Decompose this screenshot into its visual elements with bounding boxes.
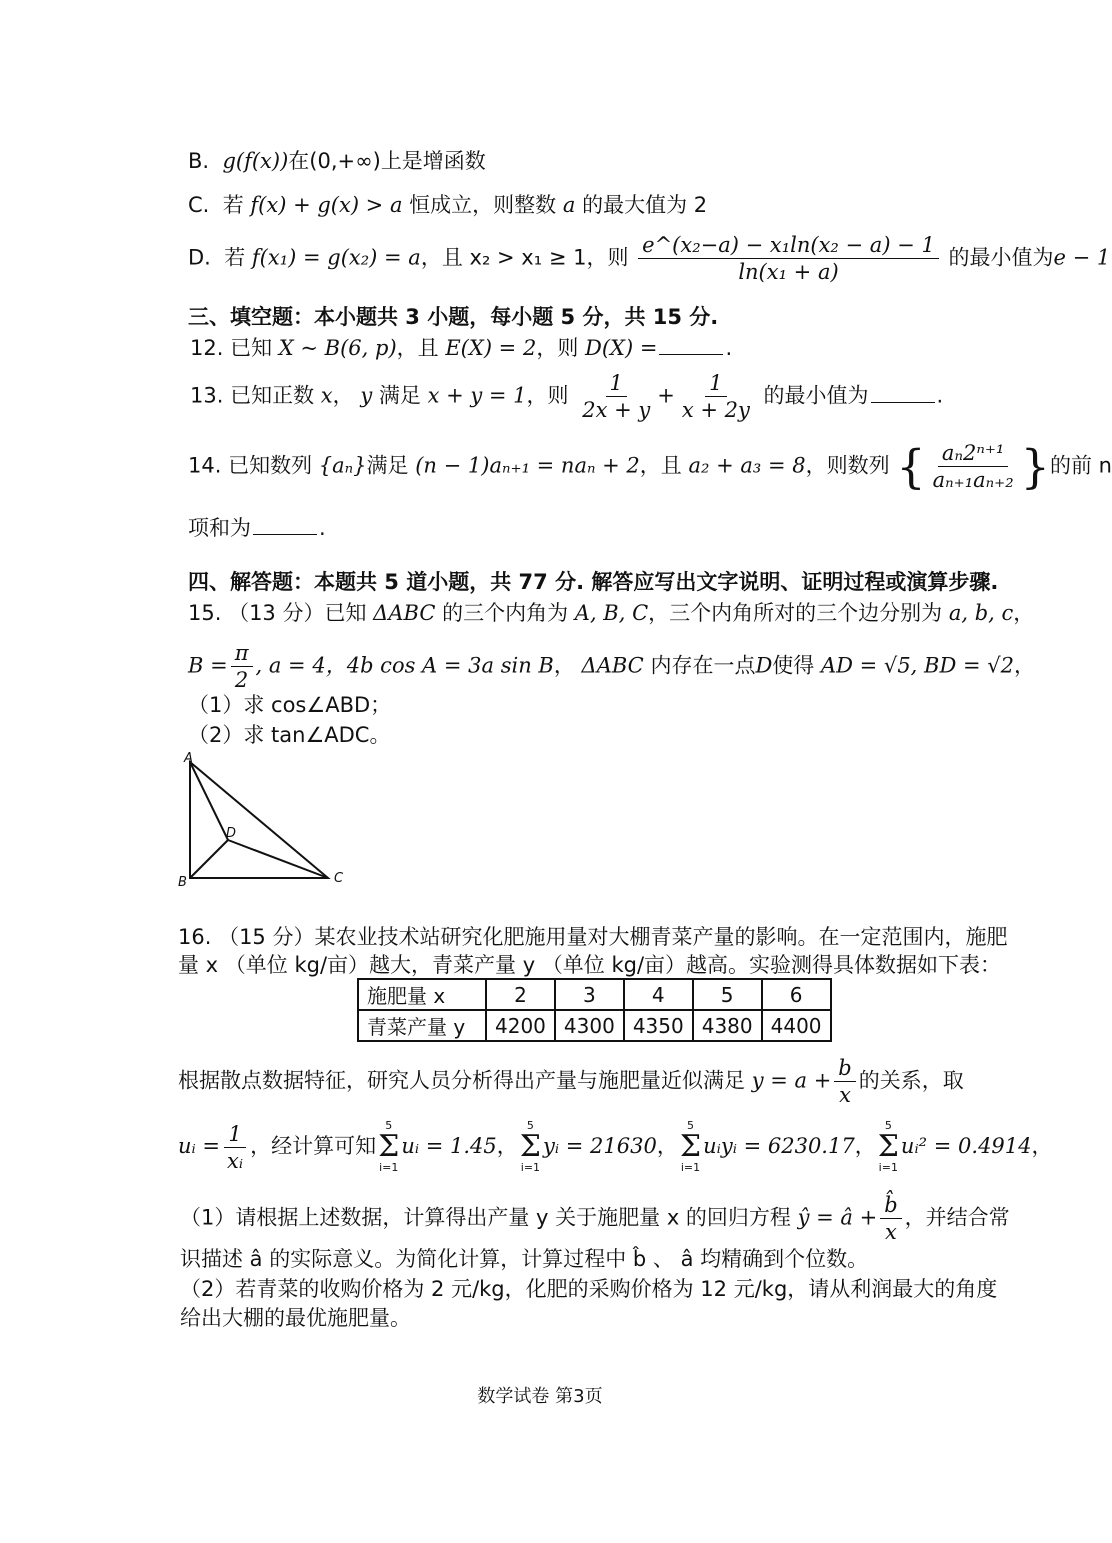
math-expr: uᵢ² = 0.4914: [900, 1134, 1032, 1158]
fraction-numerator: b̂: [880, 1192, 901, 1219]
question-13: [190, 370, 943, 423]
table-cell: 4350: [624, 1010, 693, 1041]
table-cell: 4200: [486, 1010, 555, 1041]
question-text: 使得: [772, 653, 815, 678]
math-expr: {aₙ}: [318, 453, 367, 478]
fraction: [578, 370, 654, 423]
math-expr: a: [562, 193, 576, 217]
question-text: 已知正数: [230, 383, 315, 408]
question-15-conditions: [188, 640, 1035, 693]
question-text: 的最小值为: [763, 383, 869, 408]
math-expr: yᵢ = 21630: [543, 1134, 657, 1158]
question-number: 12.: [190, 336, 224, 360]
question-text: 内存在一点: [650, 653, 756, 678]
segment-ad: [190, 762, 228, 840]
option-c: [188, 190, 707, 220]
answer-blank: [253, 514, 317, 535]
question-16-sums: [178, 1120, 1053, 1174]
fraction-denominator: 2: [234, 668, 249, 692]
fraction: [880, 1192, 901, 1245]
fraction: [231, 640, 253, 693]
label-a: A: [184, 751, 193, 766]
fraction-numerator: 1: [705, 370, 726, 397]
math-expr: AD = √5, BD = √2: [820, 653, 1014, 678]
math-expr: uᵢyᵢ = 6230.17: [703, 1134, 855, 1158]
section-heading: 三、填空题：本小题共 3 小题，每小题 5 分，共 15 分.: [188, 305, 719, 329]
triangle-abc: [190, 762, 328, 878]
table-cell: 4400: [762, 1010, 831, 1041]
question-text: ，: [1013, 601, 1035, 625]
sum-sign: 5 Σ i=1: [378, 1119, 400, 1174]
math-expr: uᵢ = 1.45: [401, 1134, 497, 1158]
fraction-denominator: aₙ₊₁aₙ₊₂: [932, 468, 1014, 492]
sum-sign: 5 Σ i=1: [519, 1119, 542, 1174]
option-text: 恒成立，则整数: [409, 193, 557, 217]
label-d: D: [226, 826, 237, 841]
fraction-numerator: e^(x₂−a) − x₁ln(x₂ − a) − 1: [638, 232, 939, 259]
math-expr: x + y = 1: [427, 383, 527, 408]
answer-blank: [871, 382, 935, 403]
question-text: 的关系，取: [858, 1068, 964, 1093]
triangle-figure: [170, 750, 370, 895]
table-header: 施肥量 x: [358, 979, 486, 1010]
fraction: [678, 370, 754, 423]
sum-sign: 5 Σ i=1: [877, 1119, 899, 1174]
fraction-denominator: x + 2y: [681, 398, 750, 422]
sum-lower: i=1: [680, 1161, 701, 1174]
question-text: ，则: [536, 336, 579, 360]
math-expr: E(X) = 2: [445, 336, 537, 360]
math-expr: x: [320, 383, 333, 408]
question-number: 14.: [188, 453, 222, 478]
question-text: ，: [1013, 653, 1035, 678]
option-text: 的最大值为 2: [582, 193, 708, 217]
question-text: 15. （13 分）已知: [188, 601, 367, 625]
fraction-denominator: ln(x₁ + a): [738, 260, 839, 284]
math-expr: ，4b cos A = 3a sin B: [325, 653, 554, 678]
question-12: [190, 333, 732, 363]
table-cell: 4300: [555, 1010, 624, 1041]
sum-lower: i=1: [520, 1161, 541, 1174]
math-expr: +: [657, 383, 675, 408]
math-expr: g(f(x)): [222, 149, 289, 173]
sum-upper: 5: [686, 1119, 694, 1132]
question-text: ，三个内角所对的三个边分别为: [648, 601, 943, 625]
label-b: B: [178, 875, 187, 890]
table-cell: 4380: [693, 1010, 762, 1041]
question-text: 已知: [230, 336, 273, 360]
math-expr: A, B, C: [574, 601, 649, 625]
option-text: 若: [224, 245, 246, 270]
math-expr: ŷ = â +: [797, 1205, 878, 1230]
sum-sign: 5 Σ i=1: [679, 1119, 702, 1174]
question-text: 的前 n: [1049, 453, 1112, 478]
table-cell: 6: [762, 979, 831, 1010]
question-text: ，经计算可知: [250, 1134, 377, 1158]
page-footer: 数学试卷 第3页: [477, 1386, 603, 1407]
question-text: ，: [656, 1134, 678, 1158]
fraction-numerator: π: [231, 640, 253, 667]
question-text: 的三个内角为: [442, 601, 569, 625]
option-letter: B.: [188, 149, 210, 173]
fraction: [638, 232, 939, 285]
table-cell: 4: [624, 979, 693, 1010]
data-table: [357, 978, 832, 1042]
question-16-model: [178, 1055, 964, 1108]
question-text: 根据散点数据特征，研究人员分析得出产量与施肥量近似满足: [178, 1068, 745, 1093]
question-text: ，并结合常: [904, 1205, 1010, 1230]
table-row: [358, 1010, 831, 1041]
question-text: 满足: [366, 453, 409, 478]
section-heading: 四、解答题：本题共 5 道小题，共 77 分. 解答应写出文字说明、证明过程或演算步骤.: [188, 570, 999, 594]
answer-blank: [659, 334, 723, 355]
question-text: ，则: [526, 383, 569, 408]
question-text: ，则数列: [805, 453, 890, 478]
question-14-cont: [188, 513, 326, 543]
question-14: [188, 440, 1112, 493]
question-text: .: [936, 383, 944, 408]
sum-lower: i=1: [878, 1161, 898, 1174]
fraction: [929, 440, 1018, 493]
question-text: ，: [496, 1134, 518, 1158]
question-16-part1: [180, 1192, 1010, 1245]
question-16-part2-cont: 给出大棚的最优施肥量。: [180, 1306, 411, 1330]
math-expr: a₂ + a₃ = 8: [688, 453, 806, 478]
math-expr: y: [360, 383, 373, 408]
fraction-numerator: 1: [606, 370, 627, 397]
option-text: ，且 x₂ > x₁ ≥ 1，则: [420, 245, 629, 270]
math-expr: f(x₁) = g(x₂) = a: [251, 245, 421, 270]
table-cell: 5: [693, 979, 762, 1010]
question-16-line2: 量 x （单位 kg/亩）越大，青菜产量 y （单位 kg/亩）越高。实验测得具体数据如下表：: [178, 953, 1002, 977]
option-text: 在(0,+∞): [288, 149, 381, 173]
math-expr: y = a +: [751, 1068, 832, 1093]
question-text: .: [319, 516, 326, 540]
question-16-part1-cont: 识描述 â 的实际意义。为简化计算，计算过程中 b̂ 、 â 均精确到个位数。: [180, 1247, 869, 1271]
math-expr: D(X) =: [585, 336, 658, 360]
sum-upper: 5: [884, 1119, 892, 1132]
question-text: .: [725, 336, 733, 360]
fraction-denominator: 2x + y: [582, 398, 651, 422]
question-15-part1: （1）求 cos∠ABD；: [188, 693, 392, 717]
table-cell: 3: [555, 979, 624, 1010]
question-15-part2: （2）求 tan∠ADC。: [188, 723, 391, 747]
option-letter: D.: [188, 245, 211, 270]
question-number: 13.: [190, 383, 224, 408]
option-text: 若: [222, 193, 244, 217]
question-text: ，: [332, 383, 354, 408]
right-brace: }: [1020, 439, 1050, 494]
option-d: [188, 232, 1110, 285]
math-expr: X ~ B(6, p): [278, 336, 397, 360]
sum-lower: i=1: [379, 1161, 399, 1174]
sum-upper: 5: [526, 1119, 534, 1132]
fraction: [223, 1121, 247, 1174]
question-text: 项和为: [188, 516, 251, 540]
math-expr: , a = 4: [255, 653, 326, 678]
option-text: 上是增函数: [380, 149, 486, 173]
option-text: 的最小值为: [948, 245, 1054, 270]
question-text: 已知数列: [228, 453, 313, 478]
segment-dc: [228, 840, 328, 878]
table-header: 青菜产量 y: [358, 1010, 486, 1041]
fraction: [834, 1055, 855, 1108]
question-text: ，: [553, 653, 575, 678]
math-expr: ΔABC: [373, 601, 436, 625]
fraction-numerator: b: [834, 1055, 855, 1082]
question-15: [188, 598, 1034, 628]
math-expr: ΔABC: [581, 653, 644, 678]
math-expr: B =: [188, 653, 228, 678]
fraction-denominator: x: [839, 1083, 851, 1107]
math-expr: (n − 1)aₙ₊₁ = naₙ + 2: [415, 453, 640, 478]
math-expr: D: [755, 653, 773, 678]
question-text: ，: [1031, 1134, 1053, 1158]
question-text: 满足: [378, 383, 421, 408]
question-text: ，: [854, 1134, 876, 1158]
label-c: C: [334, 871, 344, 886]
question-text: （1）请根据上述数据，计算得出产量 y 关于施肥量 x 的回归方程: [180, 1205, 791, 1230]
table-row: [358, 979, 831, 1010]
question-16: 16. （15 分）某农业技术站研究化肥施用量对大棚青菜产量的影响。在一定范围内，施肥: [178, 925, 1008, 949]
table-cell: 2: [486, 979, 555, 1010]
fraction-numerator: aₙ2ⁿ⁺¹: [938, 440, 1008, 467]
question-16-part2: （2）若青菜的收购价格为 2 元/kg，化肥的采购价格为 12 元/kg，请从利润最大的角度: [180, 1277, 998, 1301]
option-letter: C.: [188, 193, 210, 217]
math-expr: e − 1: [1053, 245, 1111, 270]
math-expr: uᵢ =: [178, 1134, 221, 1158]
question-text: ，且: [639, 453, 682, 478]
left-brace: {: [896, 439, 926, 494]
fraction-numerator: 1: [224, 1121, 245, 1148]
fraction-denominator: x: [885, 1220, 897, 1244]
math-expr: a, b, c: [948, 601, 1014, 625]
fraction-denominator: xᵢ: [227, 1148, 244, 1173]
option-b: [188, 146, 486, 176]
question-text: ，且: [396, 336, 439, 360]
segment-bd: [190, 840, 228, 878]
sum-upper: 5: [385, 1119, 393, 1132]
math-expr: f(x) + g(x) > a: [250, 193, 403, 217]
